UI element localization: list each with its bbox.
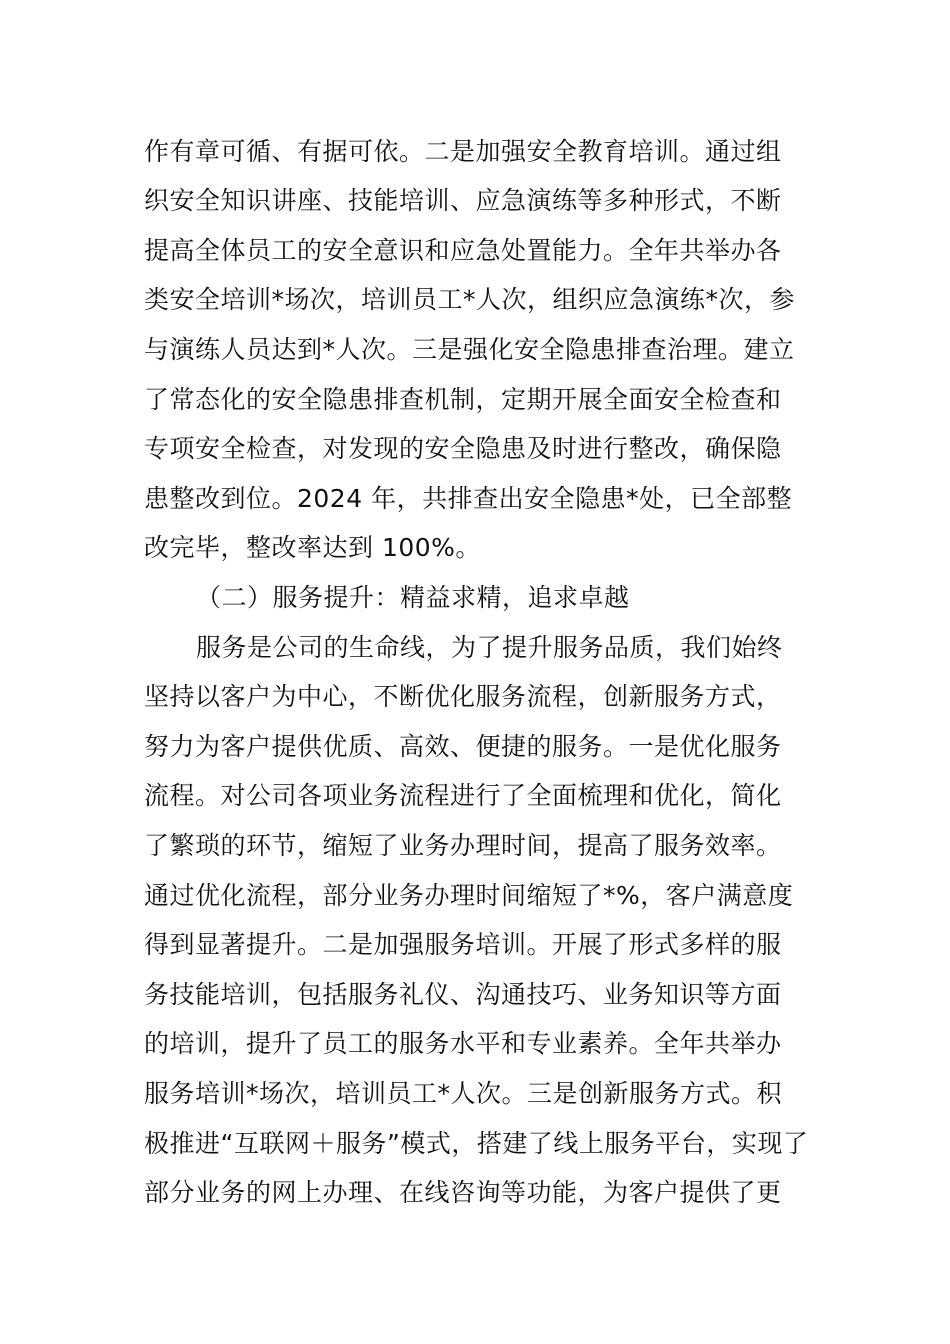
body-text-line: 作有章可循、有据可依。二是加强安全教育培训。通过组 xyxy=(144,137,782,166)
body-text-line: 专项安全检查，对发现的安全隐患及时进行整改，确保隐 xyxy=(144,434,782,463)
body-text-line: 流程。对公司各项业务流程进行了全面梳理和优化，简化 xyxy=(144,781,782,810)
body-text-line: 改完毕，整改率达到 100%。 xyxy=(144,533,481,562)
body-text-line: 部分业务的网上办理、在线咨询等功能，为客户提供了更 xyxy=(144,1178,782,1207)
body-text-line: 通过优化流程，部分业务办理时间缩短了*%，客户满意度 xyxy=(144,881,794,910)
body-text-line: 与演练人员达到*人次。三是强化安全隐患排查治理。建立 xyxy=(144,335,795,364)
body-text-line: 了繁琐的环节，缩短了业务办理时间，提高了服务效率。 xyxy=(144,831,782,860)
body-text-line: 服务培训*场次，培训员工*人次。三是创新服务方式。积 xyxy=(144,1079,783,1108)
section-heading: （二）服务提升：精益求精，追求卓越 xyxy=(196,583,630,612)
body-text-line: 努力为客户提供优质、高效、便捷的服务。一是优化服务 xyxy=(144,732,782,761)
body-text-line: 患整改到位。2024 年，共排查出安全隐患*处，已全部整 xyxy=(144,484,793,513)
body-text-line: 的培训，提升了员工的服务水平和专业素养。全年共举办 xyxy=(144,1029,782,1058)
body-text-line: 服务是公司的生命线，为了提升服务品质，我们始终 xyxy=(196,633,783,662)
body-text-line: 务技能培训，包括服务礼仪、沟通技巧、业务知识等方面 xyxy=(144,980,782,1009)
body-text-line: 织安全知识讲座、技能培训、应急演练等多种形式，不断 xyxy=(144,186,782,215)
body-text-line: 类安全培训*场次，培训员工*人次，组织应急演练*次，参 xyxy=(144,285,796,314)
body-text-line: 极推进“互联网＋服务”模式，搭建了线上服务平台，实现了 xyxy=(144,1129,809,1158)
body-text-line: 提高全体员工的安全意识和应急处置能力。全年共举办各 xyxy=(144,236,782,265)
body-text-line: 得到显著提升。二是加强服务培训。开展了形式多样的服 xyxy=(144,930,782,959)
body-text-line: 坚持以客户为中心，不断优化服务流程，创新服务方式， xyxy=(144,682,782,711)
body-text-line: 了常态化的安全隐患排查机制，定期开展全面安全检查和 xyxy=(144,385,782,414)
